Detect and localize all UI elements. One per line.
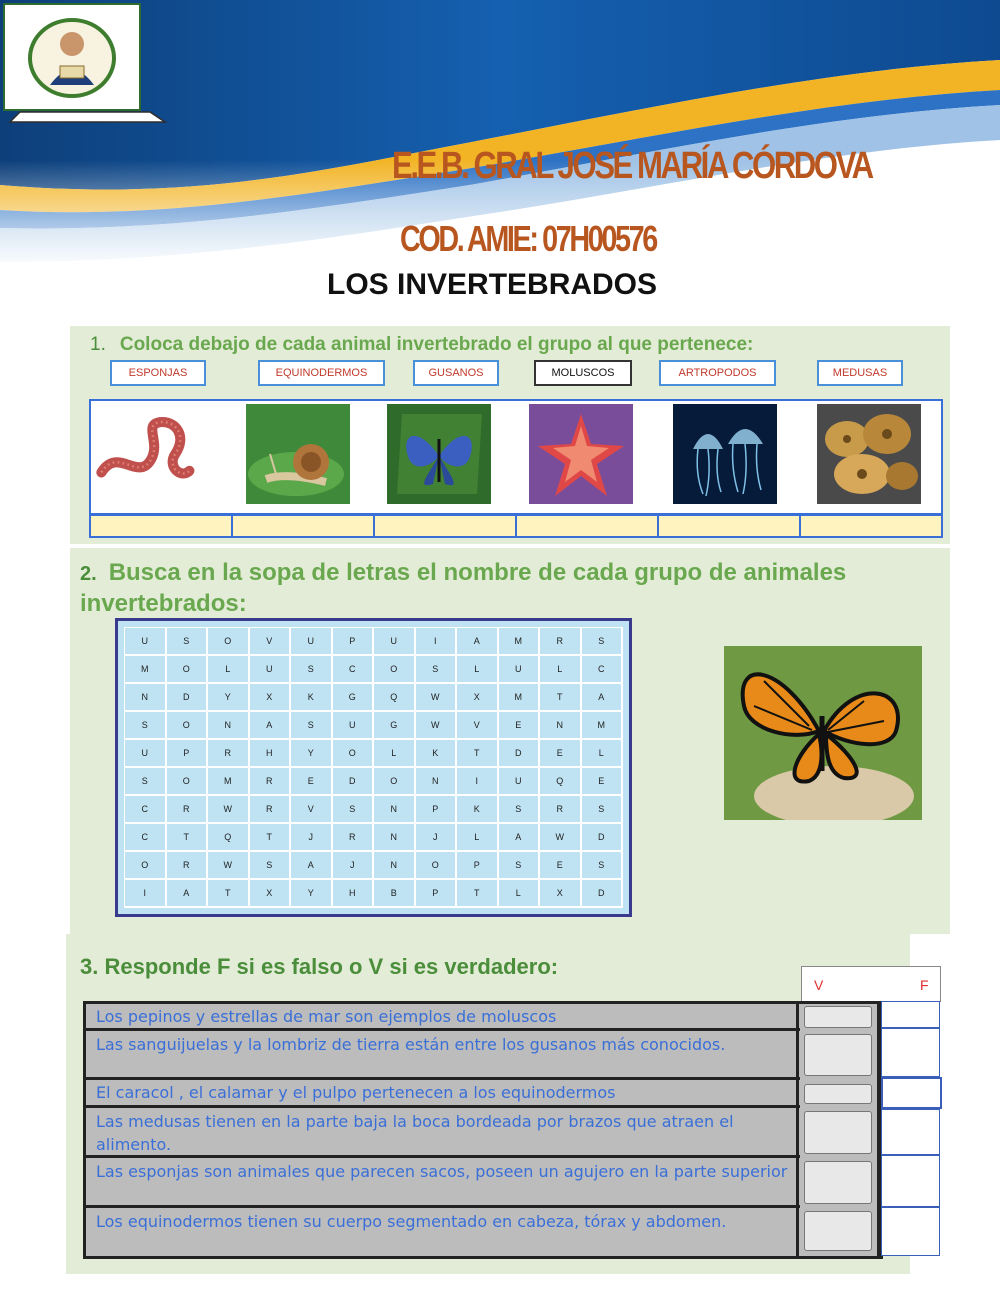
word-search-cell[interactable]: J (333, 852, 375, 880)
word-search-cell[interactable]: T (167, 824, 209, 852)
f-answer-box-2[interactable] (881, 1028, 940, 1077)
snail-image (246, 404, 350, 504)
group-chip-equinodermos[interactable]: EQUINODERMOS (258, 360, 385, 386)
word-search-cell[interactable]: M (499, 684, 541, 712)
word-search-cell[interactable]: C (125, 824, 167, 852)
v-answer-box-3[interactable] (804, 1084, 872, 1104)
word-search-cell[interactable]: P (167, 740, 209, 768)
word-search (115, 618, 632, 917)
word-search-cell[interactable]: O (374, 656, 416, 684)
word-search-cell[interactable]: E (291, 768, 333, 796)
word-search-cell[interactable]: J (416, 824, 458, 852)
word-search-cell[interactable]: I (457, 768, 499, 796)
word-search-cell[interactable]: S (291, 656, 333, 684)
word-search-cell[interactable]: X (250, 684, 292, 712)
word-search-cell[interactable]: W (416, 684, 458, 712)
word-search-cell[interactable]: M (208, 768, 250, 796)
word-search-cell[interactable]: P (416, 796, 458, 824)
word-search-cell[interactable]: A (499, 824, 541, 852)
word-search-cell[interactable]: O (333, 740, 375, 768)
word-search-cell[interactable]: Y (208, 684, 250, 712)
word-search-cell[interactable]: Y (291, 740, 333, 768)
word-search-cell[interactable]: N (374, 824, 416, 852)
v-label: V (814, 977, 824, 993)
group-chip-medusas[interactable]: MEDUSAS (817, 360, 903, 386)
word-search-cell[interactable]: W (416, 712, 458, 740)
word-search-cell[interactable]: A (250, 712, 292, 740)
worm-image (93, 404, 197, 504)
animal-images-row (89, 399, 943, 515)
word-search-cell[interactable]: L (457, 656, 499, 684)
school-code: COD. AMIE: 07H00576 (400, 218, 656, 259)
statement-4: Las medusas tienen en la parte baja la boca bordeada por brazos que atraen el alimento. (86, 1108, 800, 1158)
word-search-cell[interactable]: A (167, 880, 209, 908)
word-search-cell[interactable]: U (333, 712, 375, 740)
word-search-cell[interactable]: T (457, 740, 499, 768)
word-search-cell[interactable]: V (457, 712, 499, 740)
word-search-cell[interactable]: N (374, 796, 416, 824)
word-search-cell[interactable]: D (582, 880, 624, 908)
group-chip-moluscos[interactable]: MOLUSCOS (534, 360, 632, 386)
statement-1: Los pepinos y estrellas de mar son ejemplos de moluscos (86, 1004, 800, 1031)
word-search-cell[interactable]: B (374, 880, 416, 908)
word-search-cell[interactable]: R (333, 824, 375, 852)
word-search-cell[interactable]: E (499, 712, 541, 740)
word-search-cell[interactable]: N (416, 768, 458, 796)
word-search-cell[interactable]: S (582, 628, 624, 656)
statement-3: El caracol , el calamar y el pulpo pertenecen a los equinodermos (86, 1080, 800, 1108)
word-search-cell[interactable]: C (333, 656, 375, 684)
word-search-grid (124, 627, 623, 908)
word-search-cell[interactable]: A (582, 684, 624, 712)
word-search-cell[interactable]: O (208, 628, 250, 656)
monarch-butterfly-image (724, 646, 922, 820)
f-label: F (920, 977, 929, 993)
word-search-cell[interactable]: W (540, 824, 582, 852)
word-search-cell[interactable]: K (457, 796, 499, 824)
word-search-cell[interactable]: S (250, 852, 292, 880)
f-answer-box-5[interactable] (881, 1155, 940, 1207)
question-3-number: 3. (80, 954, 99, 979)
word-search-cell[interactable]: L (208, 656, 250, 684)
word-search-cell[interactable]: G (333, 684, 375, 712)
word-search-cell[interactable]: U (291, 628, 333, 656)
word-search-cell[interactable]: Y (291, 880, 333, 908)
page-title: LOS INVERTEBRADOS (327, 268, 658, 301)
word-search-cell[interactable]: R (540, 628, 582, 656)
word-search-cell[interactable]: J (291, 824, 333, 852)
word-search-cell[interactable]: U (125, 628, 167, 656)
word-search-cell[interactable]: O (167, 768, 209, 796)
question-2-number: 2. (80, 563, 97, 585)
word-search-cell[interactable]: N (374, 852, 416, 880)
word-search-cell[interactable]: R (167, 852, 209, 880)
word-search-cell[interactable]: V (291, 796, 333, 824)
word-search-cell[interactable]: N (208, 712, 250, 740)
v-answer-box-6[interactable] (804, 1211, 872, 1251)
answer-box-5[interactable] (659, 516, 801, 536)
word-search-cell[interactable]: D (167, 684, 209, 712)
word-search-cell[interactable]: W (208, 796, 250, 824)
word-search-cell[interactable]: U (250, 656, 292, 684)
question-1-number: 1. (90, 334, 106, 355)
word-search-cell[interactable]: R (208, 740, 250, 768)
f-answer-box-4[interactable] (881, 1109, 940, 1155)
question-3 (80, 954, 558, 980)
word-search-cell[interactable]: T (250, 824, 292, 852)
word-search-cell[interactable]: T (457, 880, 499, 908)
word-search-cell[interactable]: S (333, 796, 375, 824)
header-banner (0, 0, 1000, 270)
question-2 (80, 558, 900, 619)
word-search-cell[interactable]: U (374, 628, 416, 656)
sponge-image (817, 404, 921, 504)
word-search-cell[interactable]: S (125, 768, 167, 796)
group-chip-artropodos[interactable]: ARTROPODOS (659, 360, 776, 386)
word-search-cell[interactable]: O (125, 852, 167, 880)
word-search-cell[interactable]: X (457, 684, 499, 712)
word-search-cell[interactable]: M (499, 628, 541, 656)
answer-box-4[interactable] (517, 516, 659, 536)
word-search-cell[interactable]: H (333, 880, 375, 908)
word-search-cell[interactable]: S (499, 796, 541, 824)
word-search-cell[interactable]: E (582, 768, 624, 796)
question-3-text: Responde F si es falso o V si es verdadero: (104, 954, 559, 979)
school-name: E.E.B. GRAL JOSÉ MARÍA CÓRDOVA (392, 145, 872, 187)
word-search-cell[interactable]: L (374, 740, 416, 768)
word-search-cell[interactable]: C (125, 796, 167, 824)
question-1 (90, 334, 753, 356)
section-1 (70, 326, 950, 544)
word-search-cell[interactable]: S (582, 796, 624, 824)
school-logo (0, 0, 175, 128)
word-search-cell[interactable]: S (291, 712, 333, 740)
group-chip-gusanos[interactable]: GUSANOS (413, 360, 499, 386)
word-search-cell[interactable]: I (416, 628, 458, 656)
statement-2: Las sanguijuelas y la lombriz de tierra están entre los gusanos más conocidos. (86, 1031, 800, 1080)
statement-5: Las esponjas son animales que parecen sacos, poseen un agujero en la parte superior (86, 1158, 800, 1208)
word-search-cell[interactable]: K (291, 684, 333, 712)
starfish-image (529, 404, 633, 504)
f-answer-box-6[interactable] (881, 1207, 940, 1256)
word-search-cell[interactable]: N (125, 684, 167, 712)
word-search-cell[interactable]: P (457, 852, 499, 880)
answer-box-2[interactable] (233, 516, 375, 536)
word-search-cell[interactable]: A (291, 852, 333, 880)
word-search-cell[interactable]: R (250, 796, 292, 824)
f-answer-box-1[interactable] (881, 1001, 940, 1028)
word-search-cell[interactable]: R (167, 796, 209, 824)
word-search-cell[interactable]: E (540, 740, 582, 768)
word-search-cell[interactable]: M (125, 656, 167, 684)
word-search-cell[interactable]: R (250, 768, 292, 796)
v-answer-box-2[interactable] (804, 1034, 872, 1076)
word-search-cell[interactable]: V (250, 628, 292, 656)
word-search-cell[interactable]: N (540, 712, 582, 740)
word-search-cell[interactable]: O (416, 852, 458, 880)
word-search-cell[interactable]: M (582, 712, 624, 740)
word-search-cell[interactable]: E (540, 852, 582, 880)
word-search-cell[interactable]: U (499, 656, 541, 684)
word-search-cell[interactable]: O (167, 656, 209, 684)
word-search-cell[interactable]: Q (540, 768, 582, 796)
word-search-cell[interactable]: U (499, 768, 541, 796)
word-search-cell[interactable]: P (416, 880, 458, 908)
f-answer-box-3[interactable] (881, 1077, 942, 1109)
word-search-cell[interactable]: U (125, 740, 167, 768)
word-search-cell[interactable]: P (333, 628, 375, 656)
word-search-cell[interactable]: I (125, 880, 167, 908)
word-search-cell[interactable]: S (167, 628, 209, 656)
word-search-cell[interactable]: R (540, 796, 582, 824)
word-search-cell[interactable]: L (499, 880, 541, 908)
word-search-cell[interactable]: T (208, 880, 250, 908)
question-2-text: Busca en la sopa de letras el nombre de cada grupo de animales invertebrados: (80, 559, 847, 617)
group-chip-esponjas[interactable]: ESPONJAS (110, 360, 206, 386)
v-answer-box-1[interactable] (804, 1006, 872, 1028)
statement-6: Los equinodermos tienen su cuerpo segmentado en cabeza, tórax y abdomen. (96, 1212, 727, 1231)
answer-row (89, 514, 943, 538)
word-search-cell[interactable]: T (540, 684, 582, 712)
word-search-cell[interactable]: O (167, 712, 209, 740)
word-search-cell[interactable]: S (582, 852, 624, 880)
word-search-cell[interactable]: O (374, 768, 416, 796)
answer-box-3[interactable] (375, 516, 517, 536)
word-search-cell[interactable]: D (333, 768, 375, 796)
word-search-cell[interactable]: K (416, 740, 458, 768)
word-search-cell[interactable]: S (499, 852, 541, 880)
word-search-cell[interactable]: L (540, 656, 582, 684)
v-answer-box-4[interactable] (804, 1111, 872, 1154)
answer-box-6[interactable] (801, 516, 941, 536)
word-search-cell[interactable]: X (250, 880, 292, 908)
word-search-cell[interactable]: H (250, 740, 292, 768)
word-search-cell[interactable]: G (374, 712, 416, 740)
vf-header (801, 966, 941, 1002)
column-divider (877, 1004, 880, 1256)
word-search-cell[interactable]: L (582, 740, 624, 768)
word-search-cell[interactable]: D (499, 740, 541, 768)
blue-butterfly-image (387, 404, 491, 504)
word-search-cell[interactable]: D (582, 824, 624, 852)
word-search-cell[interactable]: C (582, 656, 624, 684)
answer-box-1[interactable] (91, 516, 233, 536)
word-search-cell[interactable]: A (457, 628, 499, 656)
word-search-cell[interactable]: W (208, 852, 250, 880)
word-search-cell[interactable]: S (125, 712, 167, 740)
word-search-cell[interactable]: Q (374, 684, 416, 712)
word-search-cell[interactable]: L (457, 824, 499, 852)
word-search-cell[interactable]: S (416, 656, 458, 684)
word-search-cell[interactable]: X (540, 880, 582, 908)
word-search-cell[interactable]: Q (208, 824, 250, 852)
jellyfish-image (673, 404, 777, 504)
v-answer-box-5[interactable] (804, 1161, 872, 1204)
statements-table (83, 1001, 883, 1259)
section-2 (70, 548, 950, 934)
question-1-text: Coloca debajo de cada animal invertebrado el grupo al que pertenece: (119, 334, 754, 355)
